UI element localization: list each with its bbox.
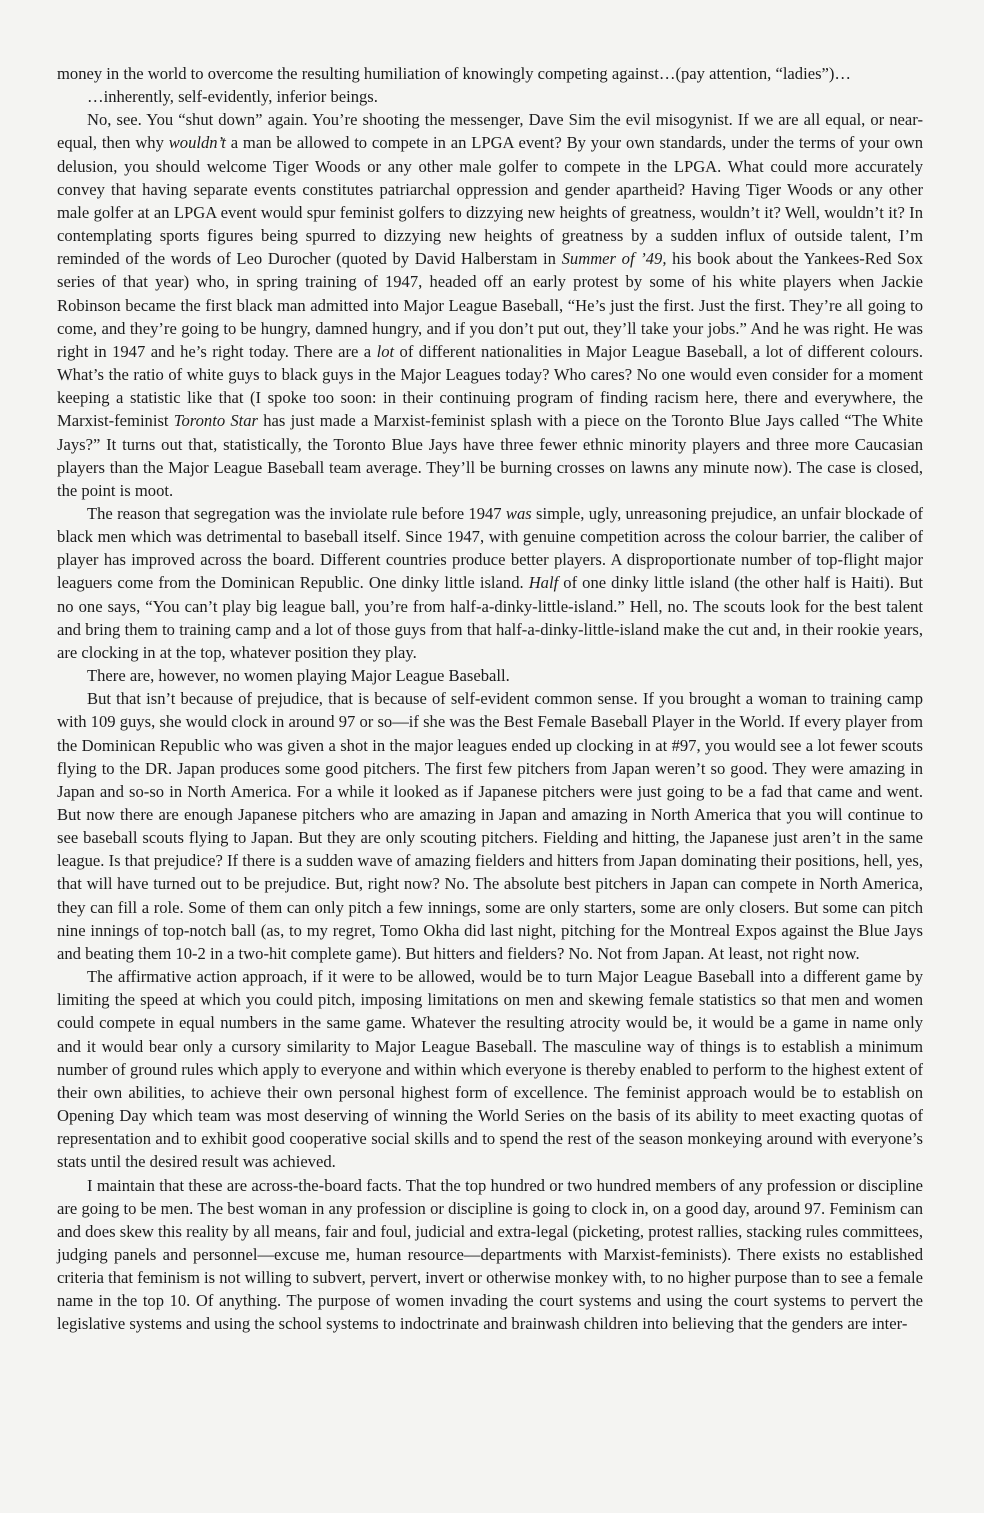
italic-text: lot (376, 341, 395, 361)
text-run: No, see. You “shut down” again. You’re shooting the messenger, Dave Sim the evil misogynist. If we are all equal, or near-equal, then why (57, 110, 923, 153)
paragraph (57, 664, 923, 687)
text-run: his book about the Yankees-Red Sox series of that year) who, in spring training of 1947, headed off an early protest by some of his white players when Jackie Robinson became the first black man admitted into Major League Baseball, “He’s just the first. Just the first. They’re all going to come, and they’re going to be hungry, damned hungry, and if you don’t put out, they’ll take your jobs.” And he was right. He was right in 1947 and he’s right today. There are a (57, 249, 924, 361)
text-run: But that isn’t because of prejudice, that is because of self-evident common sense. If you brought a woman to training camp with 109 guys, she would clock in around 97 or so—if she was the Best Female Baseball Player in the World. If every player from the Dominican Republic who was given a shot in the major leagues ended up clocking in at #97, you would see a lot fewer scouts flying to the DR. Japan produces some good pitchers. The first few pitchers from Japan weren’t so good. They were amazing in Japan and so-so in North America. For a while it looked as if Japanese pitchers were just going to be a fad that came and went. But now there are enough Japanese pitchers who are amazing in Japan and amazing in North America that you will continue to see baseball scouts flying to Japan. But they are only scouting pitchers. Fielding and hitting, the Japanese just aren’t in the same league. Is that prejudice? If there is a sudden wave of amazing fielders and hitters from Japan dominating their positions, hell, yes, that will have turned out to be prejudice. But, right now? No. The absolute best pitchers in Japan can compete in North America, they can fill a role. Some of them can only pitch a few innings, some are only starters, some are only closers. But some can pitch nine innings of top-notch ball (as, to my regret, Tomo Okha did last night, pitching for the Montreal Expos against the Blue Jays and beating them 10-2 in a two-hit complete game). But hitters and fielders? No. Not from Japan. At least, not right now. (57, 689, 923, 963)
italic-text: Toronto Star (173, 411, 259, 431)
paragraph (57, 108, 923, 502)
italic-text: wouldn’t (168, 133, 226, 153)
paragraph (57, 965, 923, 1173)
italic-text: Summer of ’49, (561, 249, 667, 269)
paragraph (57, 62, 923, 85)
text-run: a man be allowed to compete in an LPGA event? By your own standards, under the terms of your own delusion, you should welcome Tiger Woods or any other male golfer to compete in the LPGA. What could more accurately convey that having separate events constitutes patriarchal oppression and gender apartheid? Having Tiger Woods or any other male golfer at an LPGA event would spur feminist golfers to dizzying new heights of greatness, wouldn’t it? Well, wouldn’t it? In contemplating sports figures being spurred to dizzying new heights of greatness by a sudden influx of outside talent, I’m reminded of the words of Leo Durocher (quoted by David Halberstam in (57, 133, 923, 269)
text-run: There are, however, no women playing Major League Baseball. (87, 666, 510, 686)
paragraph (57, 85, 923, 108)
paragraph (57, 1174, 923, 1336)
text-run: The affirmative action approach, if it were to be allowed, would be to turn Major League Baseball into a different game by limiting the speed at which you could pitch, imposing limitations on men and skewing female statistics so that men and women could compete in equal numbers in the same game. Whatever the resulting atrocity would be, it would be a game in name only and it would bear only a cursory similarity to Major League Baseball. The masculine way of things is to establish a minimum number of ground rules which apply to everyone and within which everyone is thereby enabled to perform to the highest extent of their own abilities, to achieve their own personal highest form of excellence. The feminist approach would be to establish on Opening Day which team was most deserving of winning the World Series on the basis of its ability to meet exacting quotas of representation and to exhibit good cooperative social skills and to spend the rest of the season monkeying around with everyone’s stats until the desired result was achieved. (57, 967, 923, 1172)
text-run: I maintain that these are across-the-board facts. That the top hundred or two hundred members of any profession or discipline are going to be men. The best woman in any profession or discipline is going to clock in, on a good day, around 97. Feminism can and does skew this reality by all means, fair and foul, judicial and extra-legal (picketing, protest rallies, stacking rules committees, judging panels and personnel—excuse me, human resource—departments with Marxist-feminists). There exists no established criteria that feminism is not willing to subvert, pervert, invert or otherwise monkey with, to no higher purpose than to see a female name in the top 10. Of anything. The purpose of women invading the court systems and using the court systems to pervert the legislative systems and using the school systems to indoctrinate and brainwash children into believing that the genders are inter- (57, 1175, 923, 1334)
paragraph (57, 502, 923, 664)
italic-text: was (505, 503, 532, 523)
text-run: money in the world to overcome the resulting humiliation of knowingly competing against…(pay attention, “ladies”)… (57, 64, 852, 83)
text-run: simple, ugly, unreasoning prejudice, an unfair blockade of black men which was detrimental to baseball itself. Since 1947, with genuine competition across the colour barrier, the caliber of player has improved across the board. Different countries produce better players. A disproportionate number of top-flight major leaguers come from the Dominican Republic. One dinky little island. (57, 503, 923, 593)
text-run: has just made a Marxist-feminist splash with a piece on the Toronto Blue Jays called “The White Jays?” It turns out that, statistically, the Toronto Blue Jays have three fewer ethnic minority players and three more Caucasian players than the Major League Baseball team average. They’ll be burning crosses on lawns any minute now). The case is closed, the point is moot. (57, 411, 924, 500)
text-run: of one dinky little island (the other half is Haiti). But no one says, “You can’t play big league ball, you’re from half-a-dinky-little-island.” Hell, no. The scouts look for the best talent and bring them to training camp and a lot of those guys from that half-a-dinky-little-island make the cut and, in their rookie years, are clocking in at the top, whatever position they play. (57, 573, 924, 662)
text-run: of different nationalities in Major League Baseball, a lot of different colours. What’s the ratio of white guys to black guys in the Major Leagues today? Who cares? No one would even consider for a moment keeping a statistic like that (I spoke too soon: in their continuing program of finding racism here, there and everywhere, the Marxist-feminist (57, 341, 923, 431)
paragraph (57, 687, 923, 965)
text-run: …inherently, self-evidently, inferior beings. (87, 87, 378, 107)
text-run: The reason that segregation was the inviolate rule before 1947 (87, 503, 506, 523)
body-text (57, 62, 923, 1336)
italic-text: Half (528, 573, 559, 593)
